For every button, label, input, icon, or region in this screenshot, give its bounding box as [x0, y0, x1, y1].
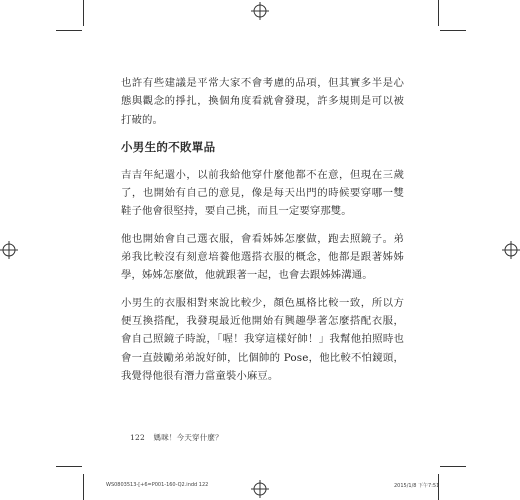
page-number: 122 [130, 433, 145, 442]
crop-line-bottom-left-h [56, 466, 82, 467]
section-heading: 小男生的不敗單品 [121, 139, 216, 154]
running-title: 媽咪！今天穿什麼？ [153, 433, 223, 442]
paragraph: 吉吉年紀還小，以前我給他穿什麼他都不在意，但現在三歲了，也開始有自己的意見，像是每天出門的時候要穿哪一雙鞋子他會很堅持，要自己挑，而且一定要穿那雙。 [121, 168, 404, 218]
crop-line-top-left-v [83, 0, 84, 26]
crop-line-bottom-left-v [83, 474, 84, 500]
registration-mark-icon [251, 480, 269, 498]
crop-line-top-right-h [440, 30, 466, 31]
paragraph: 也許有些建議是平常大家不會考慮的品項，但其實多半是心態與觀念的掙扎，換個角度看就會發現，許多規則是可以被打破的。 [121, 77, 404, 126]
slug-filename: WS0803513-[+6=P001-160-Q2.indd 122 [106, 482, 209, 488]
page-footer [130, 432, 223, 443]
crop-line-top-right-v [438, 0, 439, 26]
registration-mark-icon [0, 241, 18, 259]
slug-timestamp: 2015/1/8 下午7:51 [394, 483, 440, 489]
crop-line-top-left-h [56, 30, 82, 31]
crop-line-bottom-right-h [440, 466, 466, 467]
paragraph: 小男生的衣服相對來說比較少，顏色風格比較一致，所以方便互換搭配，我發現最近他開始有興趣學著怎麼搭配衣服，會自己照鏡子時說，「喔！我穿這樣好帥！」我幫他拍照時也會一直鼓勵弟弟說好帥，比個帥的 Pose，他比較不怕鏡頭，我覺得他很有潛力當童裝小麻豆。 [121, 296, 404, 382]
registration-mark-icon [502, 241, 520, 259]
page-body [121, 74, 404, 394]
registration-mark-icon [251, 2, 269, 20]
paragraph: 他也開始會自己選衣服，會看姊姊怎麼做，跑去照鏡子。弟弟我比較沒有刻意培養他選搭衣服的概念，他都是跟著姊姊學，姊姊怎麼做，他就跟著一起，也會去跟姊姊溝通。 [121, 232, 404, 282]
